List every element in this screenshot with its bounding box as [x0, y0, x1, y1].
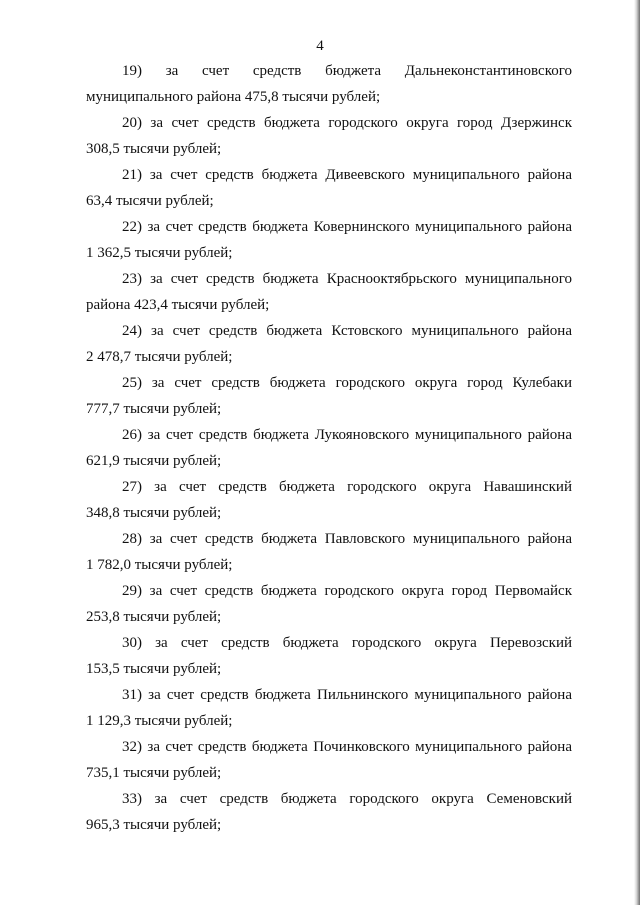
list-item	[86, 474, 572, 526]
item-text-line-1: 27) за счет средств бюджета городского округа Навашинский	[122, 479, 572, 495]
document-body	[86, 58, 572, 838]
item-text-line-2: района 423,4 тысячи рублей;	[86, 297, 270, 313]
list-item	[86, 422, 572, 474]
item-text-line-2: 777,7 тысячи рублей;	[86, 401, 222, 417]
item-text-line-2: 965,3 тысячи рублей;	[86, 817, 222, 833]
item-text-line-1: 25) за счет средств бюджета городского округа город Кулебаки	[122, 375, 572, 391]
list-item	[86, 214, 572, 266]
item-text-line-2: 253,8 тысячи рублей;	[86, 609, 222, 625]
list-item	[86, 734, 572, 786]
list-item	[86, 162, 572, 214]
list-item	[86, 630, 572, 682]
list-item	[86, 266, 572, 318]
item-text-line-1: 23) за счет средств бюджета Краснооктябрьского муниципального	[122, 271, 572, 287]
item-text-line-1: 19) за счет средств бюджета Дальнеконстантиновского	[122, 63, 572, 79]
item-text-line-2: 153,5 тысячи рублей;	[86, 661, 222, 677]
item-text-line-1: 28) за счет средств бюджета Павловского муниципального района	[122, 531, 572, 547]
list-item	[86, 578, 572, 630]
item-text-line-2: 1 129,3 тысячи рублей;	[86, 713, 233, 729]
list-item	[86, 786, 572, 838]
item-text-line-2: 348,8 тысячи рублей;	[86, 505, 222, 521]
item-text-line-2: 2 478,7 тысячи рублей;	[86, 349, 233, 365]
item-text-line-1: 31) за счет средств бюджета Пильнинского муниципального района	[122, 687, 572, 703]
item-text-line-1: 26) за счет средств бюджета Лукояновского муниципального района	[122, 427, 572, 443]
item-text-line-2: 621,9 тысячи рублей;	[86, 453, 222, 469]
item-text-line-1: 20) за счет средств бюджета городского округа город Дзержинск	[122, 115, 572, 131]
item-text-line-1: 24) за счет средств бюджета Кстовского муниципального района	[122, 323, 572, 339]
item-text-line-2: 735,1 тысячи рублей;	[86, 765, 222, 781]
page-number: 4	[316, 38, 324, 54]
item-text-line-2: 1 362,5 тысячи рублей;	[86, 245, 233, 261]
list-item	[86, 58, 572, 110]
item-text-line-2: 63,4 тысячи рублей;	[86, 193, 214, 209]
item-text-line-2: 308,5 тысячи рублей;	[86, 141, 222, 157]
list-item	[86, 110, 572, 162]
item-text-line-1: 32) за счет средств бюджета Починковского муниципального района	[122, 739, 572, 755]
list-item	[86, 682, 572, 734]
item-text-line-1: 22) за счет средств бюджета Ковернинского муниципального района	[122, 219, 572, 235]
item-text-line-1: 33) за счет средств бюджета городского округа Семеновский	[122, 791, 572, 807]
item-text-line-1: 29) за счет средств бюджета городского округа город Первомайск	[122, 583, 572, 599]
item-text-line-2: 1 782,0 тысячи рублей;	[86, 557, 233, 573]
item-text-line-2: муниципального района 475,8 тысячи рублей;	[86, 89, 381, 105]
item-text-line-1: 30) за счет средств бюджета городского округа Перевозский	[122, 635, 572, 651]
list-item	[86, 526, 572, 578]
list-item	[86, 370, 572, 422]
list-item	[86, 318, 572, 370]
scan-edge-shadow	[634, 0, 640, 905]
item-text-line-1: 21) за счет средств бюджета Дивеевского муниципального района	[122, 167, 572, 183]
